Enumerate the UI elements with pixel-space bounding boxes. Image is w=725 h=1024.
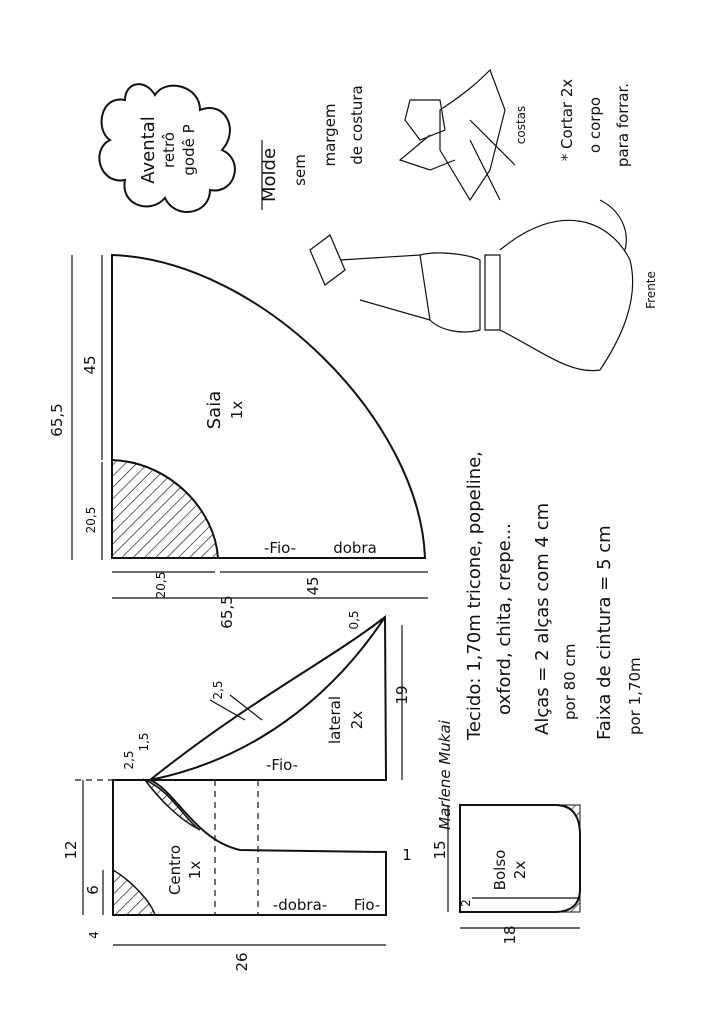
lateral-name: lateral — [326, 696, 344, 744]
skirt-dim-outer-v: 45 — [81, 355, 99, 375]
materials-note — [464, 451, 644, 741]
materials-line1: Tecido: 1,70m tricone, popeline, — [464, 451, 485, 740]
skirt-dim-total-h: 65,5 — [218, 595, 236, 629]
skirt-fold: dobra — [333, 539, 377, 557]
lateral-dim-side: 19 — [393, 685, 411, 705]
lateral-dim-top: 0,5 — [347, 610, 361, 630]
front-label: Frente — [644, 271, 658, 309]
skirt-name: Saia — [204, 390, 225, 430]
centro-fold: -dobra- — [272, 896, 328, 914]
title-line1: Avental — [138, 116, 159, 184]
materials-line3: Alças = 2 alças com 4 cm — [532, 502, 553, 735]
molde-line3: margem — [321, 103, 339, 167]
lateral-qty: 2x — [348, 710, 366, 730]
apron-front-sketch — [310, 200, 658, 371]
cut-line2: o corpo — [586, 96, 604, 154]
materials-line4: por 80 cm — [561, 643, 579, 720]
signature-text: Marlene Mukai — [436, 720, 454, 830]
materials-line6: por 1,70m — [626, 657, 644, 735]
skirt-dim-inner-h: 20,5 — [154, 571, 168, 599]
cut-line3: para forrar. — [614, 82, 632, 168]
molde-line2: sem — [291, 154, 309, 186]
centro-dim-4: 4 — [87, 931, 101, 939]
skirt-dim-total-v: 65,5 — [48, 403, 66, 437]
centro-dim-6: 6 — [84, 885, 102, 895]
centro-side-hatch — [113, 870, 155, 915]
skirt-dim-outer-h: 45 — [304, 576, 322, 596]
materials-line5: Faixa de cintura = 5 cm — [594, 525, 615, 740]
cut-note — [558, 79, 632, 167]
centro-name: Centro — [166, 844, 184, 896]
lateral-grain: -Fio- — [266, 756, 298, 774]
lateral-piece — [122, 610, 411, 780]
materials-line2: oxford, chita, crepe... — [494, 523, 515, 715]
centro-dim-width: 26 — [233, 952, 251, 972]
centro-mark: 1 — [402, 846, 412, 864]
skirt-piece — [48, 255, 428, 629]
skirt-waist-hatch — [112, 460, 218, 558]
molde-line1: Molde — [259, 147, 280, 203]
title-line2: retrô — [160, 132, 178, 168]
back-label: costas — [514, 105, 528, 145]
centro-neck-hatch — [145, 780, 200, 830]
signature — [436, 719, 454, 830]
molde-note — [259, 85, 366, 210]
bolso-dim-18: 18 — [501, 925, 519, 945]
title-cloud — [99, 84, 235, 212]
bolso-dim-2: 2 — [459, 899, 473, 907]
lateral-dim-b: 1,5 — [137, 732, 151, 752]
molde-line4: de costura — [348, 85, 366, 165]
centro-grain: Fio- — [353, 896, 381, 914]
lateral-dim-curve: 2,5 — [211, 680, 225, 700]
bolso-dim-15: 15 — [431, 840, 449, 860]
lateral-dim-a: 2,5 — [122, 750, 136, 770]
skirt-qty: 1x — [228, 400, 246, 420]
skirt-dim-inner-v: 20,5 — [84, 506, 98, 534]
centro-qty: 1x — [186, 860, 204, 880]
apron-back-sketch — [400, 70, 528, 200]
skirt-grain: -Fio- — [264, 539, 296, 557]
centro-piece — [62, 780, 412, 972]
centro-dim-12: 12 — [62, 840, 80, 860]
cut-line1: * Cortar 2x — [558, 78, 576, 162]
bolso-name: Bolso — [491, 849, 509, 891]
title-line3: godê P — [180, 124, 198, 176]
bolso-qty: 2x — [511, 860, 529, 880]
